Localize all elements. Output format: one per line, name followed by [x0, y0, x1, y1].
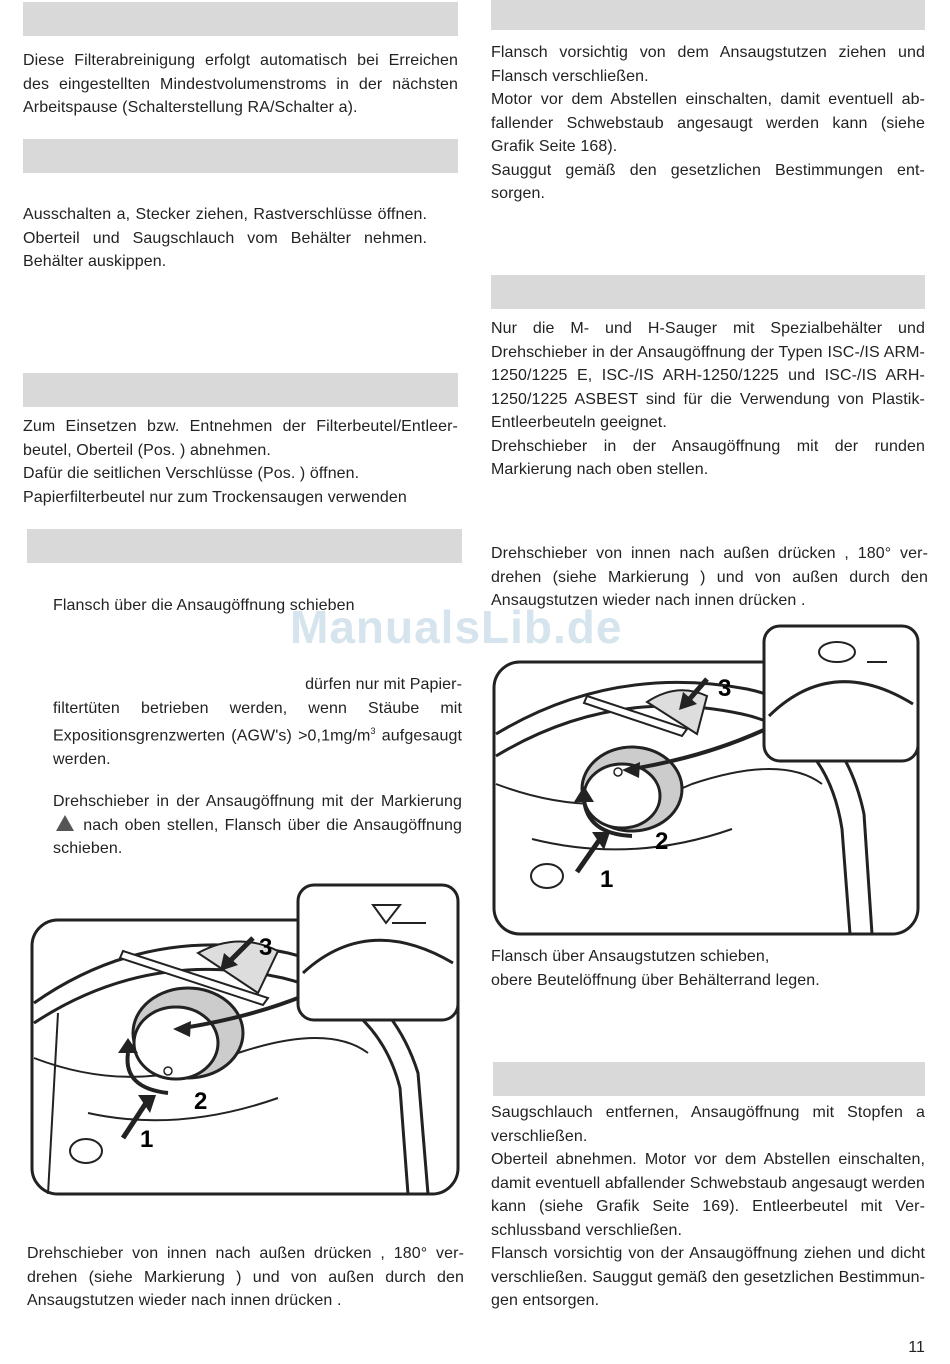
text: Dafür die seitlichen Verschlüsse (Pos. ) öffnen.: [23, 465, 360, 482]
valve-dot: [614, 768, 622, 776]
label-3: 3: [718, 675, 732, 702]
label-2: 2: [655, 828, 669, 855]
section-header-bar: [23, 139, 458, 173]
text: dürfen nur mit Papier-: [305, 676, 462, 693]
text: nach oben stellen, Flansch über die Ansaugöffnung schieben.: [53, 816, 462, 857]
rotary-valve-inner: [134, 1007, 218, 1079]
text: Saugschlauch entfernen, Ansaugöffnung mit Stopfen a verschließen.: [491, 1104, 925, 1145]
text: [53, 697, 462, 772]
text: Zum Einsetzen bzw. Entnehmen der Filterbeutel/Entleer-beutel, Oberteil (Pos. ) abnehmen.: [23, 418, 458, 459]
section-header-bar: [491, 0, 925, 30]
text: Drehschieber von innen nach außen drücken , 180° ver-drehen (siehe Markierung ) und von außen durch den Ansaugstutzen wieder nach innen drücken .: [491, 545, 928, 609]
label-2: 2: [194, 1088, 208, 1115]
illustration-rotary-valve-right: [492, 624, 920, 940]
section-header-bar: [491, 275, 925, 309]
text: Oberteil abnehmen. Motor vor dem Abstellen einschalten, damit eventuell abfallender Schwebstaub angesaugt werden kann (siehe Grafik Seite 169). Entleerbeutel mit Ver-schlussband verschließen.: [491, 1151, 925, 1239]
text: filtertüten betrieben werden, wenn Stäube mit Expositionsgrenzwerten (AGW's) >0,1mg/m: [53, 699, 462, 745]
paragraph-paper-filter: [53, 673, 462, 771]
paragraph-place-bag: [491, 945, 925, 992]
page-number: 11: [908, 1339, 925, 1356]
text: Ausschalten a, Stecker ziehen, Rastverschlüsse öffnen. Oberteil und Saugschlauch vom Behälter nehmen. Behälter auskippen.: [23, 206, 427, 270]
section-header-bar: [27, 529, 462, 563]
text: Nur die M- und H-Sauger mit Spezialbehälter und Drehschieber in der Ansaugöffnung der Typen ISC-/IS ARM-1250/1225 E, ISC-/IS ARH-1250/1225 und ISC-/IS ARH-1250/1225 ASBEST sind für die Verwendung von Plastik-Entleerbeuteln geeignet.: [491, 320, 925, 431]
valve-dot: [164, 1067, 172, 1075]
text: aufgesaugt werden.: [53, 727, 462, 768]
superscript: 3: [370, 726, 376, 736]
nozzle: [531, 864, 563, 888]
section-header-bar: [23, 373, 458, 407]
paragraph-remove-flange: [491, 41, 925, 206]
section-header-bar: [23, 2, 458, 36]
nozzle: [70, 1139, 102, 1163]
paragraph-rotate-valve-left: [27, 1242, 464, 1313]
paragraph-empty-container: [23, 203, 427, 274]
text: Drehschieber in der Ansaugöffnung mit der Markierung: [53, 793, 462, 810]
text: Flansch über die Ansaugöffnung schieben: [53, 597, 355, 614]
watermark: ManualsLib.de: [290, 601, 623, 653]
text: Diese Filterabreinigung erfolgt automatisch bei Erreichen des eingestellten Mindestvolumenstroms in der nächsten Arbeitspause (Schalterstellung RA/Schalter a).: [23, 52, 458, 116]
illustration-rotary-valve-left: [28, 883, 462, 1198]
text: Drehschieber in der Ansaugöffnung mit der runden Markierung nach oben stellen.: [491, 437, 925, 478]
label-1: 1: [600, 866, 614, 893]
text: Sauggut gemäß den gesetzlichen Bestimmungen ent-sorgen.: [491, 161, 925, 202]
section-header-bar: [493, 1062, 925, 1096]
paragraph-rotary-valve: [53, 790, 462, 861]
text: Flansch über Ansaugstutzen schieben,: [491, 948, 770, 965]
paragraph-filter-cleaning: [23, 49, 458, 120]
triangle-marker-icon: [56, 815, 74, 831]
text: Flansch vorsichtig von dem Ansaugstutzen ziehen und Flansch verschließen.: [491, 44, 925, 85]
text: Papierfilterbeutel nur zum Trockensaugen verwenden: [23, 488, 407, 506]
paragraph-remove-hose: [491, 1101, 925, 1313]
text: [53, 790, 462, 861]
label-3: 3: [259, 934, 273, 961]
label-1: 1: [140, 1126, 154, 1153]
paragraph-plastic-bags: [491, 317, 925, 482]
text: Drehschieber von innen nach außen drücken , 180° ver-drehen (siehe Markierung ) und von außen durch den Ansaugstutzen wieder nach innen drücken .: [27, 1245, 464, 1309]
text: Motor vor dem Abstellen einschalten, damit eventuell ab-fallender Schwebstaub angesaugt werden kann (siehe Grafik Seite 168).: [491, 91, 925, 155]
text: Flansch vorsichtig von der Ansaugöffnung ziehen und dicht verschließen. Sauggut gemäß den gesetzlichen Bestimmun-gen entsorgen.: [491, 1245, 925, 1309]
text: obere Beutelöffnung über Behälterrand legen.: [491, 971, 820, 989]
paragraph-filter-bags: [23, 415, 458, 509]
